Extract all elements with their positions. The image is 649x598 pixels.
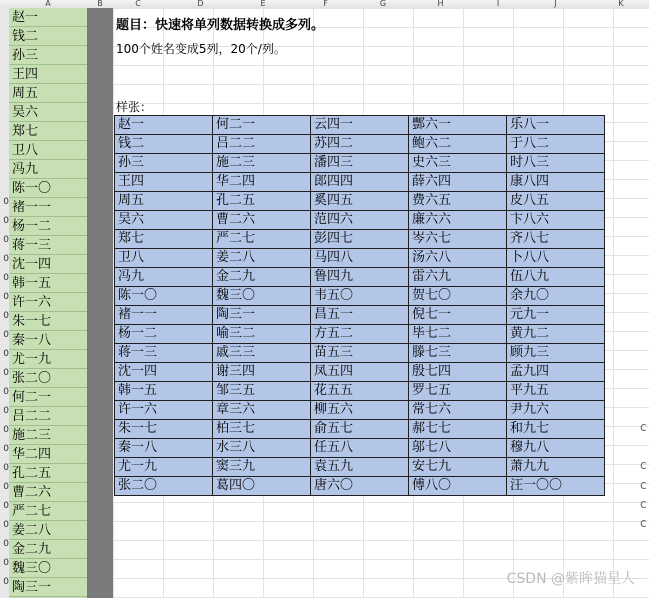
column-a-list [9,8,87,598]
table-cell[interactable]: 卜八八 [507,249,605,268]
table-cell[interactable]: 毕七二 [409,325,507,344]
table-cell[interactable]: 昌五一 [311,306,409,325]
watermark: CSDN @紫眸猫星人 [506,571,635,587]
row-number[interactable]: 0 [3,235,9,245]
table-row [115,344,605,363]
sample-table [114,115,605,496]
column-header-c[interactable]: C [135,0,141,8]
row-number[interactable]: 0 [3,558,9,568]
column-a-cell[interactable]: 王四 [9,65,87,84]
column-header-b[interactable]: B [97,0,103,8]
sample-label: 样张： [116,100,153,114]
table-cell[interactable]: 彭四七 [311,230,409,249]
table-cell[interactable]: 何二一 [213,116,311,135]
table-row [115,401,605,420]
column-header-e[interactable]: E [260,0,266,8]
row-number[interactable]: 0 [3,444,9,454]
column-a-cell[interactable]: 严二七 [9,502,87,521]
column-a-cell[interactable]: 朱一七 [9,312,87,331]
row-number[interactable]: 0 [3,216,9,226]
table-cell[interactable]: 俞五七 [311,420,409,439]
column-a-cell[interactable]: 蒋一三 [9,236,87,255]
table-cell[interactable]: 蒋一三 [115,344,213,363]
column-header-d[interactable]: D [197,0,204,8]
column-a-cell[interactable]: 陈一〇 [9,179,87,198]
column-header-h[interactable]: H [437,0,444,8]
table-cell[interactable]: 和九七 [507,420,605,439]
table-cell[interactable]: 朱一七 [115,420,213,439]
table-row [115,477,605,496]
table-cell[interactable]: 吕二二 [213,135,311,154]
table-cell[interactable]: 潘四三 [311,154,409,173]
table-cell[interactable]: 沈一四 [115,363,213,382]
table-cell[interactable]: 褚一一 [115,306,213,325]
table-row [115,458,605,477]
table-cell[interactable]: 唐六〇 [311,477,409,496]
table-cell[interactable]: 孙三 [115,154,213,173]
row-number[interactable]: 0 [3,311,9,321]
column-a-cell[interactable]: 韩一五 [9,274,87,293]
column-a-cell[interactable]: 张二〇 [9,369,87,388]
table-row [115,211,605,230]
table-cell[interactable]: 窦三九 [213,458,311,477]
row-number[interactable]: 0 [3,349,9,359]
column-a-cell[interactable]: 吕二二 [9,407,87,426]
row-number[interactable]: 0 [3,577,9,587]
table-cell[interactable]: 鲍六二 [409,135,507,154]
row-number[interactable]: 0 [3,463,9,473]
row-number[interactable]: 0 [3,254,9,264]
column-a-cell[interactable]: 孙三 [9,46,87,65]
column-a-cell[interactable]: 许一六 [9,293,87,312]
table-cell[interactable]: 赵一 [115,116,213,135]
table-row [115,135,605,154]
table-cell[interactable]: 贺七〇 [409,287,507,306]
table-cell[interactable]: 王四 [115,173,213,192]
table-cell[interactable]: 马四八 [311,249,409,268]
edge-cell-char-5: c [640,516,647,530]
table-row [115,173,605,192]
column-header-i[interactable]: I [496,0,500,8]
column-header-f[interactable]: F [323,0,328,8]
table-cell[interactable]: 秦一八 [115,439,213,458]
row-number[interactable]: 0 [3,501,9,511]
table-cell[interactable]: 华二四 [213,173,311,192]
column-a-cell[interactable]: 姜二八 [9,521,87,540]
table-row [115,420,605,439]
table-cell[interactable]: 云四一 [311,116,409,135]
column-a-cell[interactable]: 曹二六 [9,483,87,502]
row-number[interactable]: 0 [3,406,9,416]
table-cell[interactable]: 卞八六 [507,211,605,230]
table-row [115,249,605,268]
table-row [115,382,605,401]
table-cell[interactable]: 郎四四 [311,173,409,192]
table-row [115,363,605,382]
table-cell[interactable]: 许一六 [115,401,213,420]
table-cell[interactable]: 严二七 [213,230,311,249]
table-cell[interactable]: 金二九 [213,268,311,287]
table-cell[interactable]: 尤一九 [115,458,213,477]
table-cell[interactable]: 周五 [115,192,213,211]
column-a-cell[interactable]: 周五 [9,84,87,103]
column-header-k[interactable]: K [618,0,624,8]
column-a-cell[interactable]: 孔二五 [9,464,87,483]
table-cell[interactable]: 章三六 [213,401,311,420]
table-cell[interactable]: 黄九二 [507,325,605,344]
table-cell[interactable]: 施二三 [213,154,311,173]
table-cell[interactable]: 伍八九 [507,268,605,287]
table-cell[interactable]: 皮八五 [507,192,605,211]
table-cell[interactable]: 韩一五 [115,382,213,401]
table-cell[interactable]: 韦五〇 [311,287,409,306]
table-cell[interactable]: 谢三四 [213,363,311,382]
table-cell[interactable]: 吴六 [115,211,213,230]
table-cell[interactable]: 于八二 [507,135,605,154]
task-description: 100个姓名变成5列，20个/列。 [116,42,286,56]
table-cell[interactable]: 柳五六 [311,401,409,420]
table-cell[interactable]: 岑六七 [409,230,507,249]
column-a-cell[interactable]: 赵一 [9,8,87,27]
table-cell[interactable]: 冯九 [115,268,213,287]
table-cell[interactable]: 酆六一 [409,116,507,135]
table-cell[interactable]: 钱二 [115,135,213,154]
column-a-cell[interactable]: 陶三一 [9,578,87,597]
table-cell[interactable]: 汤六八 [409,249,507,268]
row-number[interactable]: 0 [3,273,9,283]
table-cell[interactable]: 孟九四 [507,363,605,382]
table-cell[interactable]: 花五五 [311,382,409,401]
table-cell[interactable]: 范四六 [311,211,409,230]
edge-cell-char-3: c [640,478,647,492]
table-cell[interactable]: 雷六九 [409,268,507,287]
table-cell[interactable]: 水三八 [213,439,311,458]
table-cell[interactable]: 苗五三 [311,344,409,363]
column-a-cell[interactable]: 何二一 [9,388,87,407]
table-row [115,268,605,287]
table-cell[interactable]: 平九五 [507,382,605,401]
table-cell[interactable]: 倪七一 [409,306,507,325]
table-cell[interactable]: 陶三一 [213,306,311,325]
table-row [115,116,605,135]
edge-cell-char-2: c [640,458,647,472]
table-cell[interactable]: 廉六六 [409,211,507,230]
edge-cell-char-1: c [640,420,647,434]
table-cell[interactable]: 任五八 [311,439,409,458]
table-row [115,306,605,325]
table-cell[interactable]: 殷七四 [409,363,507,382]
table-cell[interactable]: 袁五九 [311,458,409,477]
table-cell[interactable]: 费六五 [409,192,507,211]
table-cell[interactable]: 葛四〇 [213,477,311,496]
table-cell[interactable]: 常七六 [409,401,507,420]
table-cell[interactable]: 安七九 [409,458,507,477]
column-a-cell[interactable]: 冯九 [9,160,87,179]
column-a-cell[interactable]: 魏三〇 [9,559,87,578]
table-cell[interactable]: 康八四 [507,173,605,192]
table-cell[interactable]: 杨一二 [115,325,213,344]
table-cell[interactable]: 邹三五 [213,382,311,401]
table-cell[interactable]: 乐八一 [507,116,605,135]
row-number[interactable]: 0 [3,330,9,340]
table-row [115,325,605,344]
column-a-cell[interactable]: 金二九 [9,540,87,559]
table-cell[interactable]: 戚三三 [213,344,311,363]
table-row [115,192,605,211]
table-row [115,439,605,458]
table-cell[interactable]: 卫八 [115,249,213,268]
column-a-cell[interactable]: 尤一九 [9,350,87,369]
row-number[interactable]: 0 [3,197,9,207]
column-a-cell[interactable]: 卫八 [9,141,87,160]
column-header-a[interactable]: A [45,0,51,8]
table-row [115,230,605,249]
task-title: 题目：快速将单列数据转换成多列。 [116,18,325,33]
column-a-cell[interactable]: 杨一二 [9,217,87,236]
table-cell[interactable]: 张二〇 [115,477,213,496]
table-cell[interactable]: 余九〇 [507,287,605,306]
table-cell[interactable]: 齐八七 [507,230,605,249]
table-row [115,287,605,306]
table-cell[interactable]: 傅八〇 [409,477,507,496]
column-a-cell[interactable]: 钱二 [9,27,87,46]
table-cell[interactable]: 时八三 [507,154,605,173]
row-number[interactable]: 0 [3,292,9,302]
column-header-g[interactable]: G [379,0,387,8]
table-row [115,154,605,173]
table-cell[interactable]: 鲁四九 [311,268,409,287]
table-cell[interactable]: 穆九八 [507,439,605,458]
row-number[interactable]: 0 [3,520,9,530]
row-number[interactable]: 0 [3,368,9,378]
table-cell[interactable]: 顾九三 [507,344,605,363]
table-cell[interactable]: 薛六四 [409,173,507,192]
table-cell[interactable]: 苏四二 [311,135,409,154]
table-cell[interactable]: 元九一 [507,306,605,325]
column-a-cell[interactable]: 施二三 [9,426,87,445]
column-a-cell[interactable]: 郑七 [9,122,87,141]
table-cell[interactable]: 尹九六 [507,401,605,420]
column-a-cell[interactable]: 吴六 [9,103,87,122]
edge-cell-char-4: c [640,497,647,511]
column-a-cell[interactable]: 沈一四 [9,255,87,274]
column-header-j[interactable]: J [554,0,557,8]
table-cell[interactable]: 魏三〇 [213,287,311,306]
table-cell[interactable]: 邬七八 [409,439,507,458]
table-cell[interactable]: 姜二八 [213,249,311,268]
table-cell[interactable]: 滕七三 [409,344,507,363]
column-b-fill [87,8,113,598]
table-cell[interactable]: 汪一〇〇 [507,477,605,496]
table-cell[interactable]: 萧九九 [507,458,605,477]
column-a-cell[interactable]: 华二四 [9,445,87,464]
table-cell[interactable]: 陈一〇 [115,287,213,306]
row-number[interactable]: 0 [3,425,9,435]
table-cell[interactable]: 罗七五 [409,382,507,401]
table-cell[interactable]: 孔二五 [213,192,311,211]
table-cell[interactable]: 郝七七 [409,420,507,439]
table-cell[interactable]: 凤五四 [311,363,409,382]
table-cell[interactable]: 奚四五 [311,192,409,211]
column-a-cell[interactable]: 褚一一 [9,198,87,217]
table-cell[interactable]: 柏三七 [213,420,311,439]
table-cell[interactable]: 方五二 [311,325,409,344]
row-number[interactable]: 0 [3,482,9,492]
row-number[interactable]: 0 [3,539,9,549]
table-cell[interactable]: 郑七 [115,230,213,249]
column-a-cell[interactable]: 秦一八 [9,331,87,350]
table-cell[interactable]: 史六三 [409,154,507,173]
table-cell[interactable]: 曹二六 [213,211,311,230]
table-cell[interactable]: 喻三二 [213,325,311,344]
row-number[interactable]: 0 [3,387,9,397]
